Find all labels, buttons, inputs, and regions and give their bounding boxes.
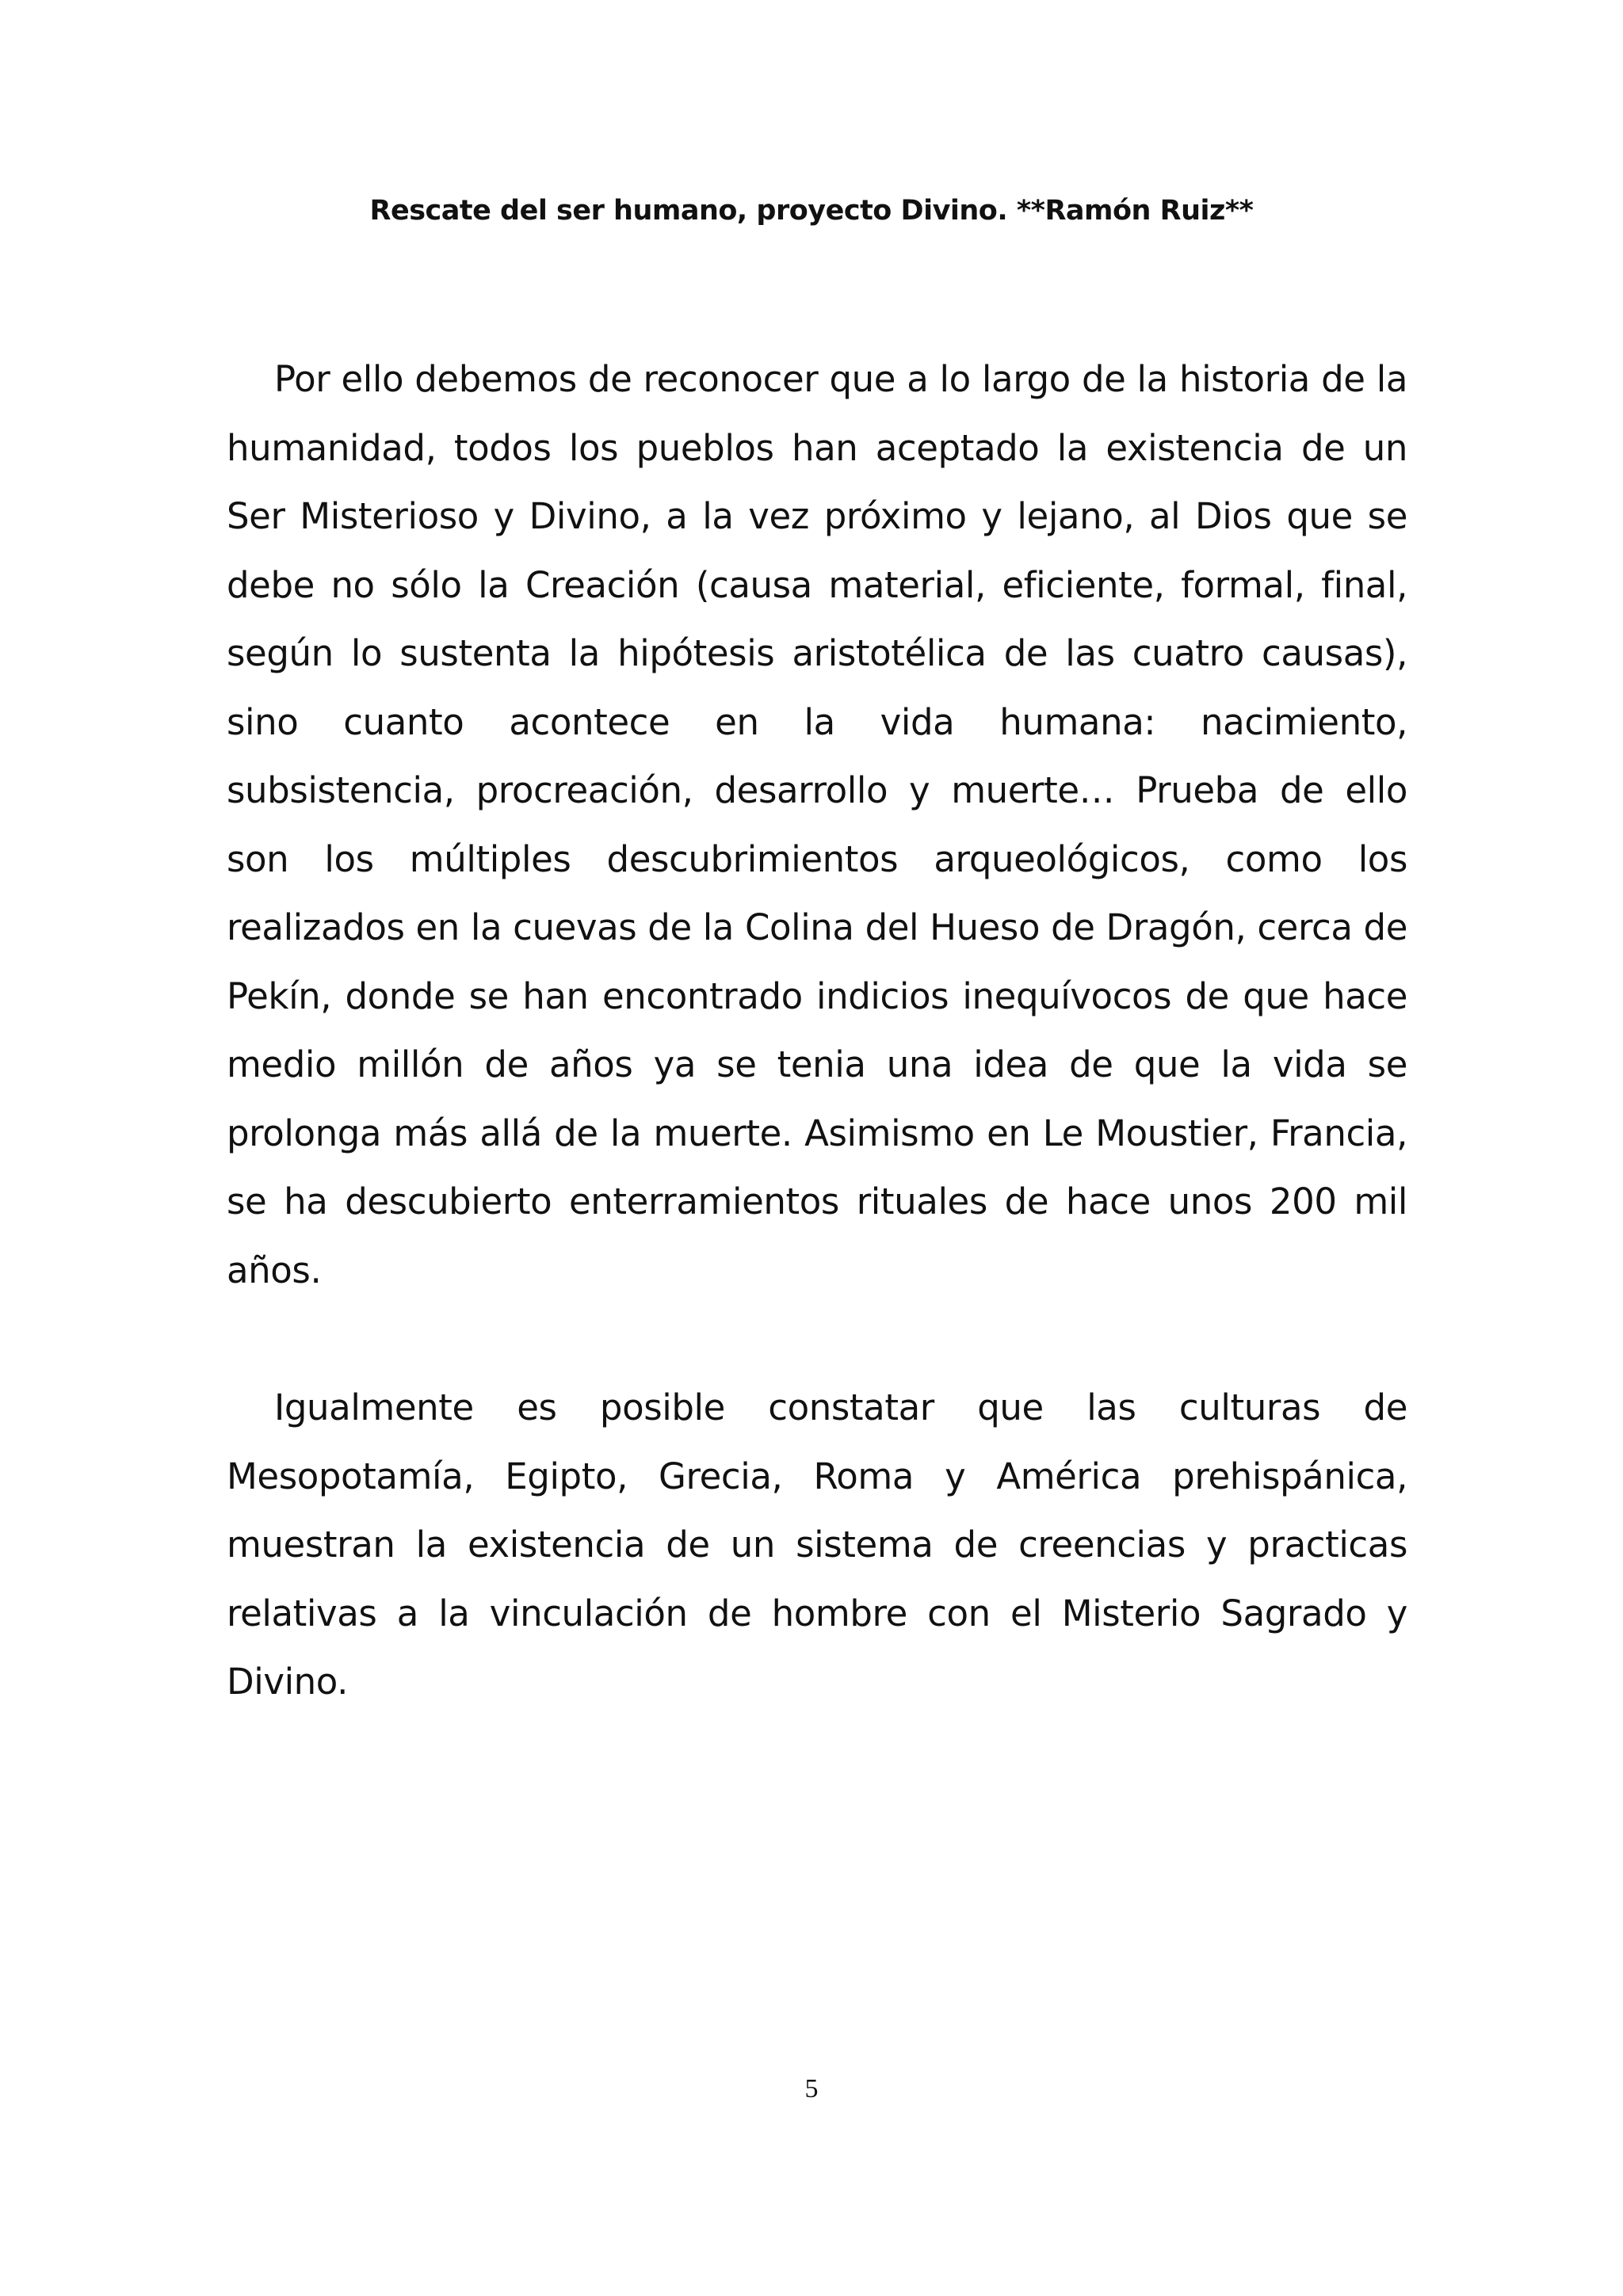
body-paragraph-1: Por ello debemos de reconocer que a lo largo de la historia de la humanidad, todos los pueblos han aceptado la existencia de un Ser Misterioso y Divino, a la vez próximo y lejano, al Dios que se debe no sólo la Creación (causa material, eficiente, formal, final, según lo sustenta la hipótesis aristotélica de las cuatro causas), sino cuanto acontece en la vida humana: nacimiento, subsistencia, procreación, desarrollo y muerte… Prueba de ello son los múltiples descubrimientos arqueológicos, como los realizados en la cuevas de la Colina del Hueso de Dragón, cerca de Pekín, donde se han encontrado indicios inequívocos de que hace medio millón de años ya se tenia una idea de que la vida se prolonga más allá de la muerte. Asimismo en Le Moustier, Francia, se ha descubierto enterramientos rituales de hace unos 200 mil años.	[227, 358, 1407, 1291]
body-paragraph-2: Igualmente es posible constatar que las culturas de Mesopotamía, Egipto, Grecia, Roma y América prehispánica, muestran la existencia de un sistema de creencias y practicas relativas a la vinculación de hombre con el Misterio Sagrado y Divino.	[227, 1386, 1407, 1703]
page-number: 5	[804, 2074, 819, 2103]
document-title: Rescate del ser humano, proyecto Divino. **Ramón Ruiz**	[369, 195, 1254, 227]
